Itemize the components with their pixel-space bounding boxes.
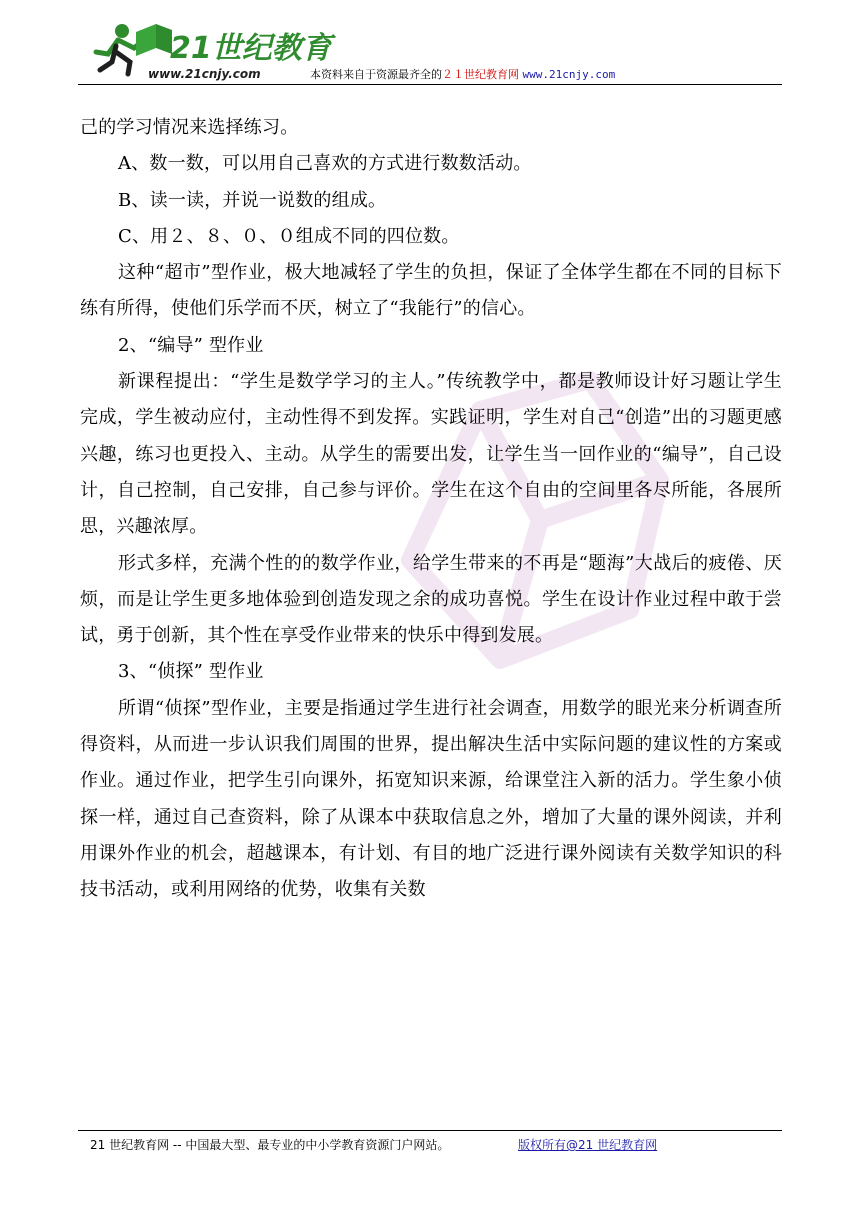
paragraph: A、数一数，可以用自己喜欢的方式进行数数活动。: [118, 153, 532, 175]
header-note-url[interactable]: www.21cnjy.com: [522, 68, 616, 81]
footer-divider: [78, 1130, 782, 1131]
paragraph: 3、“侦探” 型作业: [118, 661, 264, 683]
logo-url: www.21cnjy.com: [148, 67, 261, 81]
paragraph: 这种“超市”型作业，极大地减轻了学生的负担，保证了全体学生都在不同的目标下练有所得，使他们乐学而不厌，树立了“我能行”的信心。: [80, 262, 782, 320]
paragraph: 形式多样，充满个性的的数学作业，给学生带来的不再是“题海”大战后的疲倦、厌烦，而是让学生更多地体验到创造发现之余的成功喜悦。学生在设计作业过程中敢于尝试，勇于创新，其个性在享受作业带来的快乐中得到发展。: [80, 552, 782, 647]
header-note: [310, 66, 615, 82]
paragraph: 2、“编导” 型作业: [118, 334, 264, 356]
header-divider: [78, 84, 782, 85]
logo-wordmark: 21世纪教育: [170, 31, 332, 66]
paragraph: 新课程提出：“学生是数学学习的主人。”传统教学中，都是教师设计好习题让学生完成，学生被动应付，主动性得不到发挥。实践证明，学生对自己“创造”出的习题更感兴趣，练习也更投入、主动。从学生的需要出发，让学生当一回作业的“编导”，自己设计，自己控制，自己安排，自己参与评价。学生在这个自由的空间里各尽所能，各展所思，兴趣浓厚。: [80, 371, 782, 538]
page-footer: [90, 1136, 658, 1153]
header-note-prefix: 本资料来自于资源最齐全的: [310, 68, 442, 81]
footer-copyright-link[interactable]: 版权所有@21 世纪教育网: [518, 1138, 658, 1152]
paragraph: B、读一读，并说一说数的组成。: [118, 189, 387, 211]
header-note-site: ２１世纪教育网: [442, 68, 519, 81]
site-logo: [78, 18, 332, 84]
document-body: [80, 110, 782, 909]
footer-text: 21 世纪教育网 -- 中国最大型、最专业的中小学教育资源门户网站。: [90, 1138, 450, 1152]
paragraph: 己的学习情况来选择练习。: [80, 117, 299, 138]
paragraph: 所谓“侦探”型作业，主要是指通过学生进行社会调查，用数学的眼光来分析调查所得资料，从而进一步认识我们周围的世界，提出解决生活中实际问题的建议性的方案或作业。通过作业，把学生引向课外，拓宽知识来源，给课堂注入新的活力。学生象小侦探一样，通过自己查资料，除了从课本中获取信息之外，增加了大量的课外阅读，并利用课外作业的机会，超越课本，有计划、有目的地广泛进行课外阅读有关数学知识的科技书活动，或利用网络的优势，收集有关数: [80, 697, 782, 901]
paragraph: C、用２、８、０、０组成不同的四位数。: [118, 225, 460, 247]
